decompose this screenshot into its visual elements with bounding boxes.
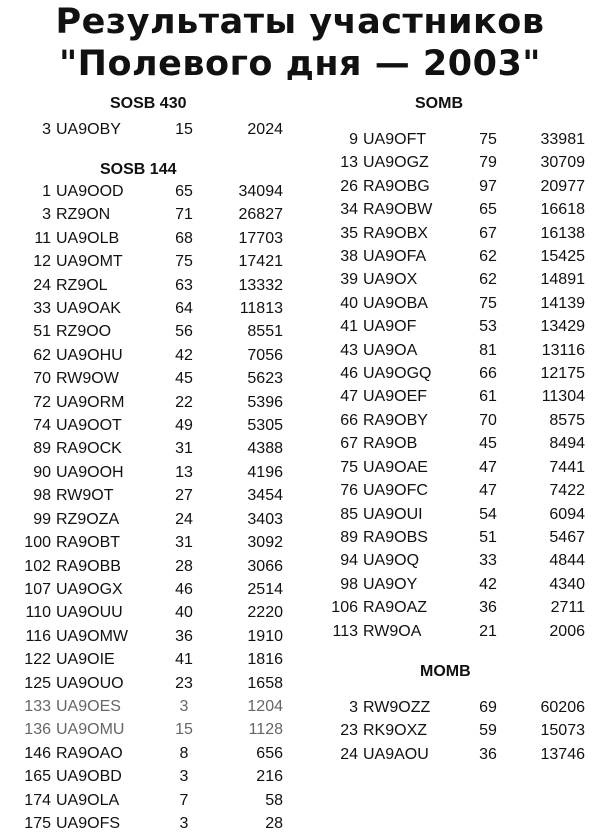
score: 2006 — [549, 622, 585, 640]
place: 174 — [24, 791, 51, 809]
qso-count: 31 — [175, 534, 193, 552]
place: 89 — [340, 528, 358, 546]
section-heading-sosb144: SOSB 144 — [100, 161, 177, 178]
qso-count: 45 — [479, 435, 497, 453]
callsign: UA9OFA — [363, 248, 427, 266]
qso-count: 36 — [479, 599, 497, 617]
result-row — [306, 222, 585, 245]
place: 146 — [24, 744, 51, 762]
callsign: RA9OAZ — [363, 599, 428, 617]
callsign: RA9OBY — [363, 411, 428, 429]
place: 133 — [24, 697, 51, 715]
callsign: UA9OX — [363, 271, 418, 289]
result-row — [306, 743, 585, 766]
score: 33981 — [540, 131, 585, 148]
qso-count: 79 — [479, 154, 497, 172]
qso-count: 36 — [175, 627, 193, 645]
callsign: RW9OZZ — [363, 699, 431, 716]
qso-count: 31 — [175, 440, 193, 458]
score: 2220 — [247, 604, 283, 622]
place: 39 — [340, 271, 358, 289]
place: 122 — [24, 651, 51, 669]
score: 13332 — [238, 276, 283, 294]
callsign: UA9OMT — [56, 253, 123, 271]
qso-count: 36 — [479, 745, 497, 763]
result-row — [306, 620, 585, 643]
qso-count: 61 — [479, 388, 497, 406]
callsign: UA9OIE — [56, 651, 115, 669]
score: 34094 — [238, 183, 283, 200]
result-row — [306, 503, 585, 526]
score: 12175 — [540, 365, 585, 383]
score: 4340 — [549, 575, 585, 593]
qso-count: 28 — [175, 557, 193, 575]
qso-count: 66 — [479, 365, 497, 383]
place: 26 — [340, 177, 358, 195]
result-row — [0, 555, 283, 578]
callsign: RA9OBB — [56, 557, 121, 575]
callsign: UA9OBD — [56, 768, 122, 786]
score: 14139 — [540, 294, 585, 312]
score: 15425 — [540, 248, 585, 266]
score: 60206 — [540, 699, 585, 716]
score: 58 — [265, 791, 283, 809]
result-row — [306, 596, 585, 619]
result-row — [0, 461, 283, 484]
result-row — [0, 203, 283, 226]
callsign: RK9OXZ — [363, 722, 428, 740]
place: 70 — [33, 370, 51, 388]
result-row — [0, 227, 283, 250]
callsign: RA9OBS — [363, 528, 428, 546]
score: 5623 — [247, 370, 283, 388]
place: 62 — [33, 346, 51, 364]
result-row — [306, 151, 585, 174]
place: 34 — [340, 201, 358, 219]
section-heading-momb: MOMB — [420, 663, 471, 680]
result-row — [0, 437, 283, 460]
callsign: UA9OFS — [56, 814, 121, 832]
place: 90 — [33, 463, 51, 481]
result-row — [306, 479, 585, 502]
qso-count: 53 — [479, 318, 497, 336]
qso-count: 15 — [175, 121, 193, 138]
callsign: UA9OMW — [56, 627, 128, 645]
score: 216 — [256, 768, 283, 786]
callsign: UA9OBY — [56, 121, 121, 138]
callsign: UA9OLB — [56, 229, 120, 247]
place: 99 — [33, 510, 51, 528]
callsign: RZ9OL — [56, 276, 108, 294]
results-table-momb — [306, 696, 585, 766]
title-line-1: Результаты участников — [55, 2, 545, 42]
callsign: UA9OLA — [56, 791, 120, 809]
result-row — [0, 118, 283, 141]
score: 2024 — [247, 121, 283, 138]
qso-count: 3 — [179, 768, 189, 786]
score: 4844 — [549, 552, 585, 570]
place: 74 — [33, 417, 51, 435]
qso-count: 21 — [479, 622, 497, 640]
score: 7441 — [549, 458, 585, 476]
place: 98 — [33, 487, 51, 505]
qso-count: 22 — [175, 393, 193, 411]
place: 3 — [349, 699, 358, 716]
score: 11304 — [541, 388, 585, 406]
score: 14891 — [540, 271, 585, 289]
score: 28 — [265, 814, 283, 832]
callsign: UA9OMU — [56, 721, 125, 739]
score: 11813 — [239, 300, 283, 318]
qso-count: 64 — [175, 300, 193, 318]
place: 175 — [24, 814, 51, 832]
callsign: UA9OUO — [56, 674, 124, 692]
place: 33 — [33, 300, 51, 318]
callsign: UA9OF — [363, 318, 417, 336]
score: 20977 — [540, 177, 585, 195]
callsign: UA9ORM — [56, 393, 125, 411]
place: 12 — [33, 253, 51, 271]
callsign: RW9OA — [363, 622, 422, 640]
callsign: RA9OBT — [56, 534, 121, 552]
score: 3092 — [247, 534, 283, 552]
qso-count: 45 — [175, 370, 193, 388]
result-row — [306, 719, 585, 742]
place: 3 — [42, 121, 51, 138]
result-row — [306, 526, 585, 549]
callsign: UA9OOD — [56, 183, 124, 200]
place: 85 — [340, 505, 358, 523]
callsign: UA9AOU — [363, 745, 429, 763]
result-row — [0, 414, 283, 437]
qso-count: 65 — [479, 201, 497, 219]
score: 7422 — [549, 482, 585, 500]
place: 136 — [24, 721, 51, 739]
result-row — [0, 391, 283, 414]
score: 1816 — [247, 651, 283, 669]
result-row — [306, 339, 585, 362]
place: 100 — [24, 534, 51, 552]
result-row — [0, 180, 283, 203]
result-row — [0, 625, 283, 648]
results-table-sosb144 — [0, 180, 283, 835]
callsign: UA9OA — [363, 341, 418, 359]
qso-count: 75 — [479, 131, 497, 148]
result-row — [0, 765, 283, 788]
result-row — [0, 250, 283, 273]
callsign: RA9OB — [363, 435, 418, 453]
callsign: UA9OY — [363, 575, 418, 593]
callsign: RA9OCK — [56, 440, 122, 458]
place: 41 — [340, 318, 358, 336]
result-row — [0, 320, 283, 343]
callsign: UA9OBA — [363, 294, 428, 312]
callsign: UA9OGZ — [363, 154, 429, 172]
result-row — [0, 742, 283, 765]
callsign: UA9OAK — [56, 300, 121, 318]
qso-count: 13 — [175, 463, 193, 481]
score: 30709 — [540, 154, 585, 172]
callsign: RA9OBW — [363, 201, 433, 219]
place: 72 — [33, 393, 51, 411]
place: 43 — [340, 341, 358, 359]
place: 66 — [340, 411, 358, 429]
score: 26827 — [238, 206, 283, 224]
qso-count: 24 — [175, 510, 193, 528]
results-table-somb — [306, 128, 585, 643]
section-heading-somb: SOMB — [415, 95, 463, 112]
place: 116 — [25, 627, 51, 645]
place: 3 — [42, 206, 51, 224]
place: 113 — [332, 622, 358, 640]
qso-count: 59 — [479, 722, 497, 740]
score: 16618 — [540, 201, 585, 219]
score: 1204 — [247, 697, 283, 715]
qso-count: 54 — [479, 505, 497, 523]
place: 35 — [340, 224, 358, 242]
score: 3403 — [247, 510, 283, 528]
result-row — [306, 128, 585, 151]
result-row — [306, 409, 585, 432]
score: 4388 — [247, 440, 283, 458]
qso-count: 67 — [479, 224, 497, 242]
callsign: UA9OFT — [363, 131, 427, 148]
result-row — [306, 549, 585, 572]
callsign: UA9OES — [56, 697, 121, 715]
result-row — [0, 578, 283, 601]
result-row — [0, 695, 283, 718]
score: 656 — [256, 744, 283, 762]
qso-count: 15 — [175, 721, 193, 739]
score: 3454 — [247, 487, 283, 505]
qso-count: 42 — [175, 346, 193, 364]
qso-count: 49 — [175, 417, 193, 435]
score: 15073 — [540, 722, 585, 740]
place: 75 — [340, 458, 358, 476]
result-row — [0, 812, 283, 835]
place: 98 — [340, 575, 358, 593]
score: 5396 — [247, 393, 283, 411]
result-row — [306, 268, 585, 291]
qso-count: 75 — [175, 253, 193, 271]
section-heading-sosb430: SOSB 430 — [110, 95, 187, 112]
place: 24 — [340, 745, 358, 763]
score: 8494 — [549, 435, 585, 453]
result-row — [306, 696, 585, 719]
qso-count: 51 — [479, 528, 497, 546]
score: 5305 — [247, 417, 283, 435]
qso-count: 23 — [175, 674, 193, 692]
score: 4196 — [247, 463, 283, 481]
qso-count: 46 — [175, 580, 193, 598]
place: 40 — [340, 294, 358, 312]
place: 107 — [24, 580, 51, 598]
place: 110 — [25, 604, 51, 622]
score: 17421 — [238, 253, 283, 271]
result-row — [306, 456, 585, 479]
callsign: UA9OOT — [56, 417, 122, 435]
callsign: RZ9ON — [56, 206, 111, 224]
score: 3066 — [247, 557, 283, 575]
callsign: RA9OBX — [363, 224, 428, 242]
place: 13 — [340, 154, 358, 172]
score: 17703 — [238, 229, 283, 247]
place: 51 — [33, 323, 51, 341]
place: 38 — [340, 248, 358, 266]
qso-count: 47 — [479, 458, 497, 476]
place: 23 — [340, 722, 358, 740]
place: 94 — [340, 552, 358, 570]
place: 9 — [349, 131, 358, 148]
place: 1 — [42, 183, 51, 200]
score: 13746 — [540, 745, 585, 763]
callsign: RZ9OO — [56, 323, 112, 341]
callsign: UA9OUI — [363, 505, 423, 523]
score: 7056 — [247, 346, 283, 364]
qso-count: 8 — [179, 744, 189, 762]
qso-count: 27 — [175, 487, 193, 505]
qso-count: 81 — [479, 341, 497, 359]
result-row — [306, 198, 585, 221]
qso-count: 33 — [479, 552, 497, 570]
callsign: UA9OFC — [363, 482, 428, 500]
score: 5467 — [549, 528, 585, 546]
result-row — [306, 573, 585, 596]
qso-count: 71 — [175, 206, 193, 224]
qso-count: 3 — [179, 814, 189, 832]
qso-count: 70 — [479, 411, 497, 429]
result-row — [0, 648, 283, 671]
result-row — [306, 315, 585, 338]
result-row — [306, 432, 585, 455]
result-row — [306, 362, 585, 385]
result-row — [0, 344, 283, 367]
place: 125 — [24, 674, 51, 692]
score: 16138 — [540, 224, 585, 242]
qso-count: 40 — [175, 604, 193, 622]
result-row — [0, 601, 283, 624]
qso-count: 65 — [175, 183, 193, 200]
score: 13116 — [541, 341, 585, 359]
result-row — [0, 718, 283, 741]
place: 47 — [340, 388, 358, 406]
result-row — [0, 484, 283, 507]
result-row — [0, 508, 283, 531]
qso-count: 7 — [179, 791, 189, 809]
result-row — [306, 385, 585, 408]
callsign: RA9OAO — [56, 744, 123, 762]
score: 8551 — [247, 323, 283, 341]
qso-count: 56 — [175, 323, 193, 341]
result-row — [0, 274, 283, 297]
place: 165 — [24, 768, 51, 786]
place: 46 — [340, 365, 358, 383]
score: 1128 — [248, 721, 283, 739]
place: 24 — [33, 276, 51, 294]
result-row — [0, 297, 283, 320]
place: 89 — [33, 440, 51, 458]
result-row — [306, 245, 585, 268]
qso-count: 47 — [479, 482, 497, 500]
score: 8575 — [549, 411, 585, 429]
place: 106 — [331, 599, 358, 617]
callsign: UA9OGX — [56, 580, 123, 598]
place: 67 — [340, 435, 358, 453]
qso-count: 97 — [479, 177, 497, 195]
score: 1910 — [247, 627, 283, 645]
callsign: UA9OGQ — [363, 365, 432, 383]
qso-count: 3 — [179, 697, 189, 715]
result-row — [0, 789, 283, 812]
callsign: RZ9OZA — [56, 510, 120, 528]
callsign: UA9OOH — [56, 463, 124, 481]
qso-count: 62 — [479, 248, 497, 266]
title-line-2: "Полевого дня — 2003" — [58, 44, 542, 84]
score: 1658 — [247, 674, 283, 692]
results-table-sosb430 — [0, 118, 283, 141]
result-row — [0, 367, 283, 390]
score: 13429 — [540, 318, 585, 336]
result-row — [306, 292, 585, 315]
callsign: UA9OEF — [363, 388, 428, 406]
callsign: UA9OHU — [56, 346, 123, 364]
qso-count: 63 — [175, 276, 193, 294]
qso-count: 69 — [479, 699, 497, 716]
result-row — [0, 531, 283, 554]
score: 2514 — [247, 580, 283, 598]
callsign: UA9OQ — [363, 552, 420, 570]
place: 76 — [340, 482, 358, 500]
callsign: UA9OUU — [56, 604, 123, 622]
place: 11 — [34, 229, 51, 247]
callsign: RA9OBG — [363, 177, 430, 195]
score: 6094 — [549, 505, 585, 523]
place: 102 — [24, 557, 51, 575]
qso-count: 62 — [479, 271, 497, 289]
callsign: UA9OAE — [363, 458, 428, 476]
qso-count: 41 — [175, 651, 193, 669]
result-row — [306, 175, 585, 198]
qso-count: 42 — [479, 575, 497, 593]
callsign: RW9OT — [56, 487, 114, 505]
callsign: RW9OW — [56, 370, 119, 388]
qso-count: 68 — [175, 229, 193, 247]
score: 2711 — [550, 599, 585, 617]
result-row — [0, 672, 283, 695]
qso-count: 75 — [479, 294, 497, 312]
